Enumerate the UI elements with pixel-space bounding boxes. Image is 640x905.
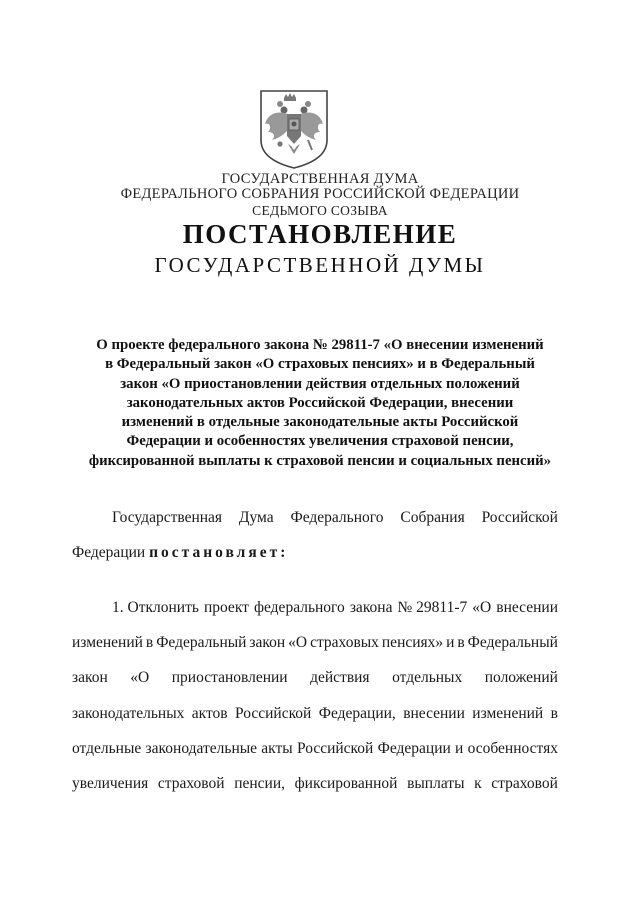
resolves-keyword: постановляет: [149, 544, 289, 561]
item1-line-3 [72, 669, 558, 687]
subject-line: О проекте федерального закона № 29811-7 «О внесении изменений [96, 337, 544, 353]
subject-line: в Федеральный закон «О страховых пенсиях» и в Федеральный [105, 356, 535, 373]
preamble-line-2 [72, 544, 558, 562]
word: Федеральный [467, 634, 558, 651]
header-line-federal-assembly: ФЕДЕРАЛЬНОГО СОБРАНИЯ РОССИЙСКОЙ ФЕДЕРАЦИИ [120, 186, 520, 202]
word: в [145, 634, 154, 651]
word: Государственная [112, 509, 223, 526]
word: отдельных [392, 669, 463, 686]
item1-line-2 [72, 634, 558, 652]
state-emblem-icon [258, 88, 330, 170]
word: законодательные [145, 740, 258, 757]
word: увеличения [72, 775, 149, 792]
word: пенсии, [234, 775, 286, 792]
word: «О [288, 634, 308, 651]
subject-line: фиксированной выплаты к страховой пенсии и социальных пенсий» [88, 452, 552, 469]
word: федерального [253, 599, 345, 616]
word: «О [472, 599, 492, 616]
word: Федерации [377, 740, 451, 757]
word: 1. Отклонить [112, 599, 199, 616]
word: Федерального [290, 509, 384, 526]
word: положений [484, 669, 558, 686]
word: к [474, 775, 482, 792]
word: Дума [238, 509, 274, 526]
word: фиксированной [294, 775, 398, 792]
header-line-duma: ГОСУДАРСТВЕННАЯ ДУМА [221, 171, 419, 187]
word: и [446, 634, 455, 651]
word: изменений [72, 634, 143, 651]
word: и [455, 740, 464, 757]
document-title: ПОСТАНОВЛЕНИЕ [182, 219, 458, 249]
word: Собрания [400, 509, 465, 526]
subject-line: закон «О приостановлении действия отдельных положений [120, 375, 520, 392]
word: изменений [472, 705, 544, 722]
word: внесении [496, 599, 558, 616]
subject-line: законодательных актов Российской Федерации, внесении [126, 394, 514, 411]
word: страховых [310, 634, 379, 651]
item1-line-5 [72, 740, 558, 758]
document-subtitle: ГОСУДАРСТВЕННОЙ ДУМЫ [154, 253, 486, 277]
word: Российской [296, 740, 374, 757]
word: Федерации [72, 544, 146, 561]
word: проект [203, 599, 249, 616]
word: законодательных [72, 705, 185, 722]
word: выплаты [407, 775, 465, 792]
word: актов [191, 705, 228, 722]
word: Российской [481, 509, 558, 526]
word: Федерации, [318, 705, 396, 722]
word: № 29811-7 [397, 599, 468, 616]
word: Российской [234, 705, 312, 722]
subject-line: Федерации и особенностях увеличения страховой пенсии, [126, 433, 514, 450]
word: действия [310, 669, 370, 686]
header-line-convocation: СЕДЬМОГО СОЗЫВА [252, 203, 388, 218]
item1-line-1 [112, 599, 558, 617]
item1-line-6 [72, 775, 558, 793]
word: страховой [157, 775, 225, 792]
word: акты [261, 740, 293, 757]
word: «О [130, 669, 150, 686]
word: страховой [491, 775, 558, 792]
subject-line: изменений в отдельные законодательные акты Российской [121, 414, 519, 431]
word: в [550, 705, 558, 722]
item1-line-4 [72, 705, 558, 723]
word: Федеральный [156, 634, 247, 651]
word: закон [72, 669, 108, 686]
word: закона [349, 599, 393, 616]
word: особенностях [467, 740, 558, 757]
word: закон [249, 634, 286, 651]
resolution-subject [70, 336, 570, 471]
word: внесении [403, 705, 465, 722]
word: отдельные [72, 740, 142, 757]
word: приостановлении [171, 669, 288, 686]
word: пенсиях» [381, 634, 444, 651]
preamble-line-1 [112, 509, 558, 527]
word: в [457, 634, 465, 651]
